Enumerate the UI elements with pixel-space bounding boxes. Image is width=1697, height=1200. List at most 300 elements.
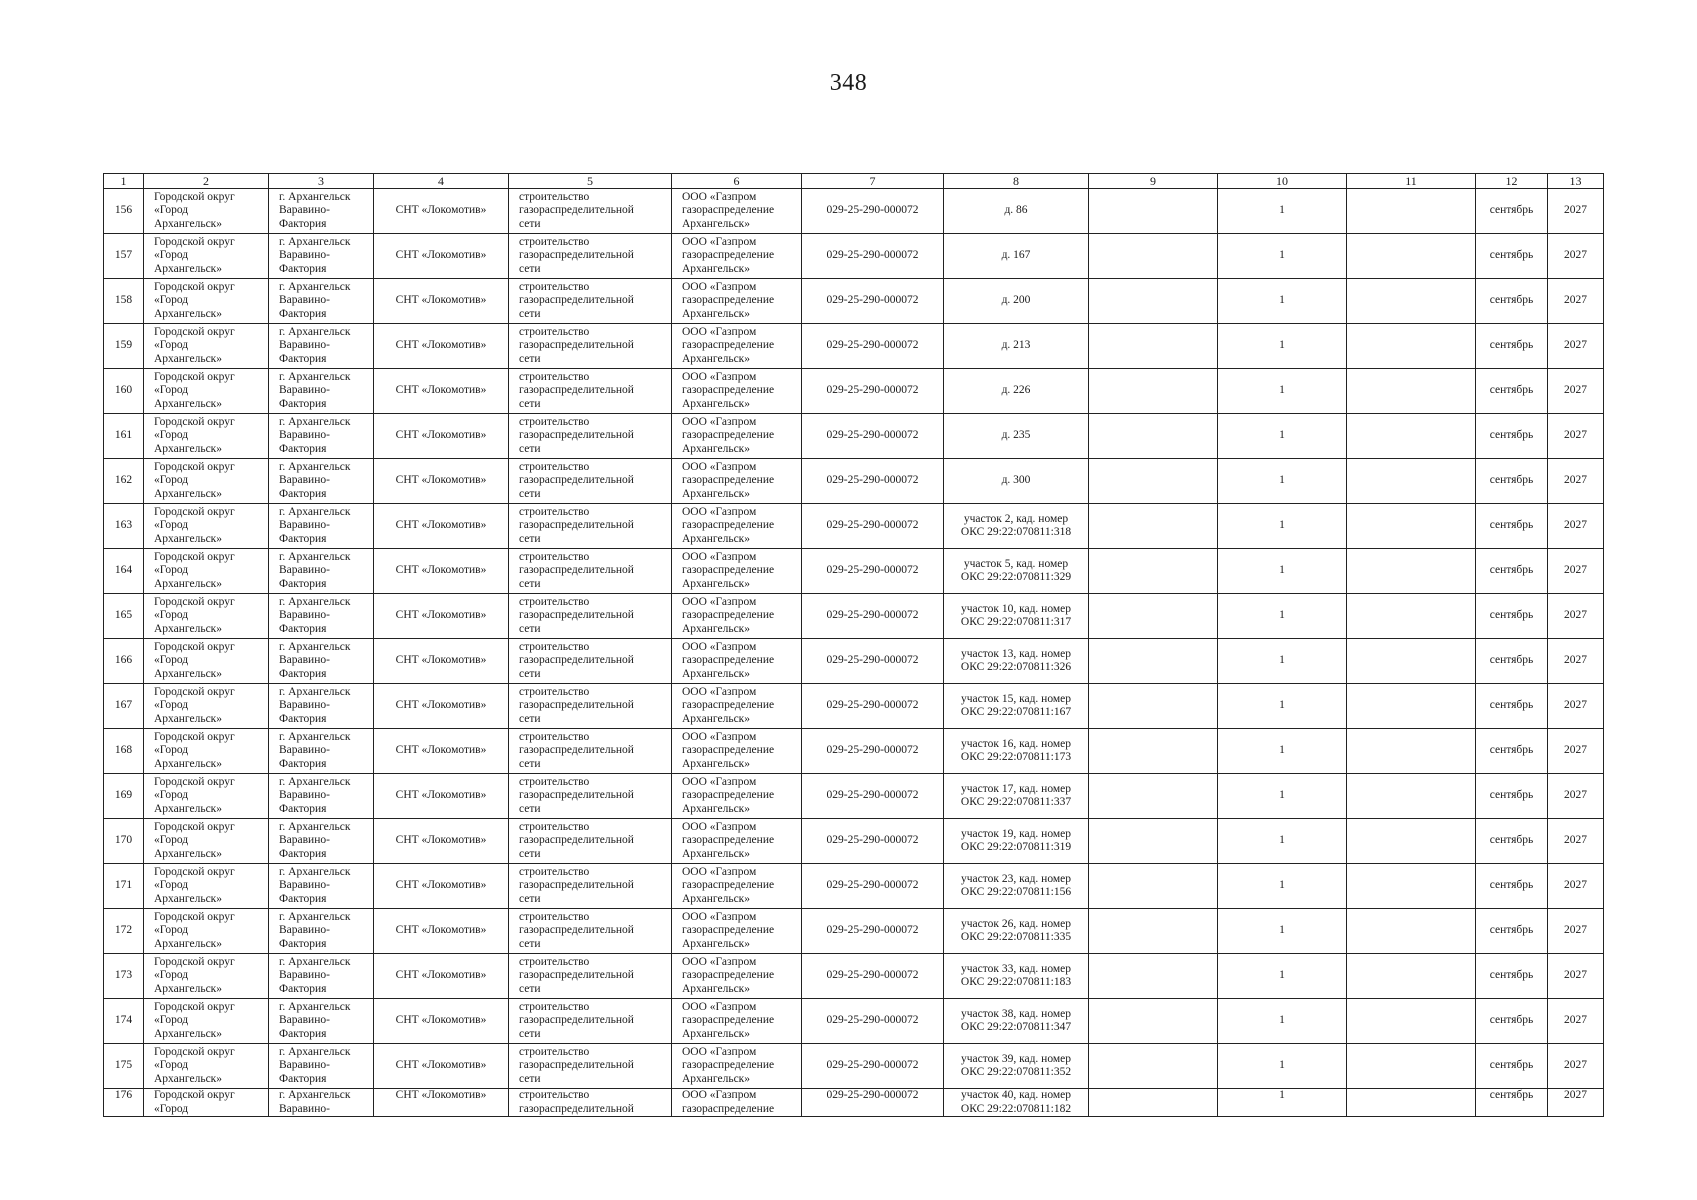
organization-line: газораспределение xyxy=(682,744,775,757)
locality-cell xyxy=(269,1044,374,1089)
object-cell: СНТ «Локомотив» xyxy=(374,774,509,819)
work-type-line: строительство xyxy=(519,550,590,563)
locality-cell xyxy=(269,729,374,774)
table-row xyxy=(104,189,1604,234)
row-number-cell: 163 xyxy=(104,504,144,549)
organization-line: ООО «Газпром xyxy=(682,235,757,248)
organization-line: Архангельск» xyxy=(682,982,751,995)
municipality-line: Городской округ xyxy=(154,550,235,563)
column-9-cell xyxy=(1089,234,1218,279)
work-type-line: сети xyxy=(519,532,541,545)
organization-cell xyxy=(672,729,802,774)
table-row xyxy=(104,324,1604,369)
column-header-3: 3 xyxy=(269,174,374,189)
object-cell: СНТ «Локомотив» xyxy=(374,234,509,279)
work-type-cell xyxy=(509,279,672,324)
work-type-line: газораспределительной xyxy=(519,384,634,397)
organization-line: газораспределение xyxy=(682,564,775,577)
column-9-cell xyxy=(1089,864,1218,909)
organization-cell xyxy=(672,864,802,909)
work-type-line: сети xyxy=(519,1072,541,1085)
program-code-cell: 029-25-290-000072 xyxy=(802,999,944,1044)
address-line: д. 300 xyxy=(1001,474,1031,487)
municipality-line: «Город xyxy=(154,699,189,712)
row-number-cell: 166 xyxy=(104,639,144,684)
locality-line: Фактория xyxy=(279,667,327,680)
locality-cell xyxy=(269,774,374,819)
organization-line: ООО «Газпром xyxy=(682,955,757,968)
row-number-cell: 160 xyxy=(104,369,144,414)
organization-cell xyxy=(672,684,802,729)
row-number-cell: 161 xyxy=(104,414,144,459)
municipality-line: «Город xyxy=(154,1059,189,1072)
locality-cell xyxy=(269,414,374,459)
locality-line: г. Архангельск xyxy=(279,775,351,788)
address-line: ОКС 29:22:070811:156 xyxy=(960,886,1072,898)
work-type-line: строительство xyxy=(519,955,590,968)
organization-line: Архангельск» xyxy=(682,1027,751,1040)
work-type-line: сети xyxy=(519,892,541,905)
work-type-line: сети xyxy=(519,352,541,365)
program-code-cell: 029-25-290-000072 xyxy=(802,324,944,369)
row-number-cell: 174 xyxy=(104,999,144,1044)
column-9-cell xyxy=(1089,189,1218,234)
work-type-line: газораспределительной xyxy=(519,969,634,982)
municipality-cell xyxy=(144,864,269,909)
address-cell xyxy=(944,639,1089,684)
year-cell: 2027 xyxy=(1548,369,1604,414)
locality-line: Фактория xyxy=(279,442,327,455)
table-row xyxy=(104,459,1604,504)
row-number-cell: 170 xyxy=(104,819,144,864)
object-cell: СНТ «Локомотив» xyxy=(374,1044,509,1089)
organization-cell xyxy=(672,1044,802,1089)
organization-line: Архангельск» xyxy=(682,352,751,365)
column-11-cell xyxy=(1347,909,1476,954)
organization-line: ООО «Газпром xyxy=(682,415,757,428)
organization-line: Архангельск» xyxy=(682,667,751,680)
year-cell: 2027 xyxy=(1548,1089,1604,1117)
municipality-cell xyxy=(144,1044,269,1089)
month-cell: сентябрь xyxy=(1476,1044,1548,1089)
address-cell xyxy=(944,1089,1089,1117)
object-cell: СНТ «Локомотив» xyxy=(374,414,509,459)
row-number-cell: 168 xyxy=(104,729,144,774)
work-type-line: сети xyxy=(519,982,541,995)
municipality-line: «Город xyxy=(154,429,189,442)
work-type-line: сети xyxy=(519,577,541,590)
organization-line: ООО «Газпром xyxy=(682,730,757,743)
year-cell: 2027 xyxy=(1548,819,1604,864)
row-number-cell: 156 xyxy=(104,189,144,234)
table-body xyxy=(104,189,1604,1117)
organization-line: ООО «Газпром xyxy=(682,910,757,923)
address-line: ОКС 29:22:070811:317 xyxy=(960,616,1072,628)
locality-line: Варавино- xyxy=(279,474,330,487)
municipality-cell xyxy=(144,594,269,639)
year-cell: 2027 xyxy=(1548,414,1604,459)
locality-line: г. Архангельск xyxy=(279,370,351,383)
object-cell: СНТ «Локомотив» xyxy=(374,684,509,729)
locality-cell xyxy=(269,324,374,369)
work-type-line: строительство xyxy=(519,460,590,473)
work-type-line: газораспределительной xyxy=(519,789,634,802)
work-type-line: сети xyxy=(519,802,541,815)
address-line: участок 2, кад. номер xyxy=(963,512,1069,525)
count-cell: 1 xyxy=(1218,1044,1347,1089)
work-type-line: газораспределительной xyxy=(519,609,634,622)
locality-line: г. Архангельск xyxy=(279,955,351,968)
year-cell: 2027 xyxy=(1548,189,1604,234)
program-code-cell: 029-25-290-000072 xyxy=(802,819,944,864)
column-9-cell xyxy=(1089,279,1218,324)
organization-line: ООО «Газпром xyxy=(682,1089,757,1101)
municipality-line: Архангельск» xyxy=(154,622,223,635)
municipality-cell xyxy=(144,459,269,504)
table-row xyxy=(104,1089,1604,1117)
municipality-cell xyxy=(144,819,269,864)
organization-line: Архангельск» xyxy=(682,442,751,455)
organization-line: газораспределение xyxy=(682,654,775,667)
year-cell: 2027 xyxy=(1548,234,1604,279)
municipality-line: Городской округ xyxy=(154,685,235,698)
work-type-line: сети xyxy=(519,442,541,455)
organization-line: газораспределение xyxy=(682,339,775,352)
table-row xyxy=(104,594,1604,639)
municipality-cell xyxy=(144,909,269,954)
program-code-cell: 029-25-290-000072 xyxy=(802,909,944,954)
row-number-cell: 165 xyxy=(104,594,144,639)
municipality-cell xyxy=(144,549,269,594)
column-header-1: 1 xyxy=(104,174,144,189)
address-cell xyxy=(944,234,1089,279)
address-line: ОКС 29:22:070811:352 xyxy=(960,1066,1072,1078)
organization-line: газораспределение xyxy=(682,924,775,937)
address-line: участок 38, кад. номер xyxy=(960,1007,1071,1020)
organization-line: газораспределение xyxy=(682,789,775,802)
row-number-cell: 176 xyxy=(104,1089,144,1117)
locality-line: Варавино- xyxy=(279,969,330,982)
address-line: д. 226 xyxy=(1001,384,1031,397)
work-type-line: строительство xyxy=(519,595,590,608)
organization-line: Архангельск» xyxy=(682,262,751,275)
work-type-line: газораспределительной xyxy=(519,744,634,757)
locality-line: г. Архангельск xyxy=(279,280,351,293)
program-code-cell: 029-25-290-000072 xyxy=(802,279,944,324)
work-type-cell xyxy=(509,684,672,729)
locality-line: Фактория xyxy=(279,397,327,410)
address-line: участок 40, кад. номер xyxy=(960,1089,1071,1101)
locality-cell xyxy=(269,864,374,909)
locality-line: г. Архангельск xyxy=(279,235,351,248)
municipality-line: Городской округ xyxy=(154,730,235,743)
count-cell: 1 xyxy=(1218,954,1347,999)
organization-line: ООО «Газпром xyxy=(682,640,757,653)
municipality-cell xyxy=(144,774,269,819)
organization-line: газораспределение xyxy=(682,879,775,892)
work-type-line: газораспределительной xyxy=(519,429,634,442)
locality-cell xyxy=(269,954,374,999)
month-cell: сентябрь xyxy=(1476,729,1548,774)
work-type-line: строительство xyxy=(519,235,590,248)
work-type-line: строительство xyxy=(519,775,590,788)
row-number-cell: 162 xyxy=(104,459,144,504)
count-cell: 1 xyxy=(1218,504,1347,549)
month-cell: сентябрь xyxy=(1476,909,1548,954)
object-cell: СНТ «Локомотив» xyxy=(374,549,509,594)
table-row xyxy=(104,729,1604,774)
organization-line: ООО «Газпром xyxy=(682,505,757,518)
address-line: участок 13, кад. номер xyxy=(960,647,1071,660)
municipality-line: Городской округ xyxy=(154,190,235,203)
year-cell: 2027 xyxy=(1548,999,1604,1044)
program-code-cell: 029-25-290-000072 xyxy=(802,954,944,999)
table-row xyxy=(104,279,1604,324)
column-9-cell xyxy=(1089,729,1218,774)
locality-line: г. Архангельск xyxy=(279,910,351,923)
column-9-cell xyxy=(1089,954,1218,999)
organization-line: Архангельск» xyxy=(682,937,751,950)
program-code-cell: 029-25-290-000072 xyxy=(802,189,944,234)
object-cell: СНТ «Локомотив» xyxy=(374,864,509,909)
year-cell: 2027 xyxy=(1548,684,1604,729)
municipality-line: Архангельск» xyxy=(154,757,223,770)
object-cell: СНТ «Локомотив» xyxy=(374,639,509,684)
municipality-line: «Город xyxy=(154,564,189,577)
column-11-cell xyxy=(1347,819,1476,864)
address-cell xyxy=(944,954,1089,999)
work-type-line: строительство xyxy=(519,325,590,338)
locality-line: г. Архангельск xyxy=(279,505,351,518)
object-cell: СНТ «Локомотив» xyxy=(374,819,509,864)
work-type-line: сети xyxy=(519,307,541,320)
column-11-cell xyxy=(1347,684,1476,729)
municipality-line: «Город xyxy=(154,789,189,802)
locality-cell xyxy=(269,909,374,954)
column-11-cell xyxy=(1347,1089,1476,1117)
municipality-line: Архангельск» xyxy=(154,982,223,995)
locality-line: Варавино- xyxy=(279,834,330,847)
locality-line: Фактория xyxy=(279,487,327,500)
locality-line: г. Архангельск xyxy=(279,460,351,473)
locality-line: Варавино- xyxy=(279,789,330,802)
program-code-cell: 029-25-290-000072 xyxy=(802,1044,944,1089)
locality-line: г. Архангельск xyxy=(279,325,351,338)
address-cell xyxy=(944,279,1089,324)
municipality-line: «Город xyxy=(154,249,189,262)
locality-cell xyxy=(269,504,374,549)
organization-cell xyxy=(672,504,802,549)
work-type-cell xyxy=(509,549,672,594)
work-type-cell xyxy=(509,954,672,999)
work-type-line: сети xyxy=(519,667,541,680)
column-11-cell xyxy=(1347,459,1476,504)
organization-line: газораспределение xyxy=(682,474,775,487)
count-cell: 1 xyxy=(1218,594,1347,639)
work-type-line: газораспределительной xyxy=(519,1059,634,1072)
address-line: ОКС 29:22:070811:173 xyxy=(960,751,1072,763)
work-type-line: строительство xyxy=(519,190,590,203)
count-cell: 1 xyxy=(1218,459,1347,504)
organization-cell xyxy=(672,819,802,864)
column-header-13: 13 xyxy=(1548,174,1604,189)
municipality-line: «Город xyxy=(154,654,189,667)
object-cell: СНТ «Локомотив» xyxy=(374,279,509,324)
column-11-cell xyxy=(1347,504,1476,549)
column-9-cell xyxy=(1089,504,1218,549)
address-line: д. 167 xyxy=(1001,249,1031,262)
address-cell xyxy=(944,504,1089,549)
object-cell: СНТ «Локомотив» xyxy=(374,189,509,234)
address-cell xyxy=(944,684,1089,729)
column-11-cell xyxy=(1347,234,1476,279)
locality-line: Варавино- xyxy=(279,1102,330,1115)
program-code-cell: 029-25-290-000072 xyxy=(802,864,944,909)
column-11-cell xyxy=(1347,369,1476,414)
work-type-line: строительство xyxy=(519,1000,590,1013)
work-type-line: сети xyxy=(519,397,541,410)
organization-line: Архангельск» xyxy=(682,532,751,545)
organization-line: Архангельск» xyxy=(682,802,751,815)
municipality-line: Городской округ xyxy=(154,1089,235,1101)
municipality-cell xyxy=(144,414,269,459)
object-cell: СНТ «Локомотив» xyxy=(374,729,509,774)
work-type-line: газораспределительной xyxy=(519,654,634,667)
count-cell: 1 xyxy=(1218,189,1347,234)
work-type-line: газораспределительной xyxy=(519,1014,634,1027)
locality-line: Варавино- xyxy=(279,339,330,352)
column-header-12: 12 xyxy=(1476,174,1548,189)
year-cell: 2027 xyxy=(1548,504,1604,549)
locality-line: г. Архангельск xyxy=(279,1000,351,1013)
work-type-cell xyxy=(509,504,672,549)
organization-cell xyxy=(672,999,802,1044)
address-line: ОКС 29:22:070811:183 xyxy=(960,976,1072,988)
address-line: ОКС 29:22:070811:319 xyxy=(960,841,1072,853)
organization-cell xyxy=(672,324,802,369)
work-type-line: газораспределительной xyxy=(519,1102,634,1115)
column-header-7: 7 xyxy=(802,174,944,189)
work-type-cell xyxy=(509,234,672,279)
organization-line: Архангельск» xyxy=(682,487,751,500)
locality-line: Фактория xyxy=(279,577,327,590)
organization-line: Архангельск» xyxy=(682,1072,751,1085)
count-cell: 1 xyxy=(1218,909,1347,954)
address-cell xyxy=(944,549,1089,594)
work-type-line: строительство xyxy=(519,865,590,878)
count-cell: 1 xyxy=(1218,369,1347,414)
organization-line: ООО «Газпром xyxy=(682,370,757,383)
object-cell: СНТ «Локомотив» xyxy=(374,369,509,414)
address-cell xyxy=(944,459,1089,504)
locality-line: Фактория xyxy=(279,1027,327,1040)
table-header-row xyxy=(104,174,1604,189)
address-line: ОКС 29:22:070811:182 xyxy=(960,1102,1072,1115)
work-type-line: газораспределительной xyxy=(519,204,634,217)
locality-line: Варавино- xyxy=(279,609,330,622)
column-9-cell xyxy=(1089,684,1218,729)
work-type-line: строительство xyxy=(519,685,590,698)
locality-line: Фактория xyxy=(279,217,327,230)
table-row xyxy=(104,954,1604,999)
address-cell xyxy=(944,819,1089,864)
locality-line: г. Архангельск xyxy=(279,640,351,653)
municipality-line: «Город xyxy=(154,474,189,487)
locality-line: Фактория xyxy=(279,622,327,635)
municipality-line: Архангельск» xyxy=(154,397,223,410)
column-11-cell xyxy=(1347,414,1476,459)
organization-line: Архангельск» xyxy=(682,847,751,860)
locality-line: г. Архангельск xyxy=(279,415,351,428)
column-11-cell xyxy=(1347,549,1476,594)
municipality-line: Архангельск» xyxy=(154,307,223,320)
column-header-10: 10 xyxy=(1218,174,1347,189)
column-9-cell xyxy=(1089,594,1218,639)
organization-line: газораспределение xyxy=(682,834,775,847)
municipality-line: Архангельск» xyxy=(154,352,223,365)
locality-line: Фактория xyxy=(279,262,327,275)
organization-line: Архангельск» xyxy=(682,397,751,410)
address-line: ОКС 29:22:070811:167 xyxy=(960,706,1072,718)
object-cell: СНТ «Локомотив» xyxy=(374,594,509,639)
address-line: д. 235 xyxy=(1001,429,1031,442)
work-type-cell xyxy=(509,594,672,639)
municipality-line: Городской округ xyxy=(154,460,235,473)
organization-cell xyxy=(672,414,802,459)
column-9-cell xyxy=(1089,774,1218,819)
organization-line: газораспределение xyxy=(682,1059,775,1072)
municipality-line: Архангельск» xyxy=(154,1027,223,1040)
table-row xyxy=(104,999,1604,1044)
locality-line: Фактория xyxy=(279,802,327,815)
work-type-line: газораспределительной xyxy=(519,564,634,577)
year-cell: 2027 xyxy=(1548,594,1604,639)
locality-line: Варавино- xyxy=(279,294,330,307)
address-cell xyxy=(944,774,1089,819)
locality-line: Варавино- xyxy=(279,429,330,442)
object-cell: СНТ «Локомотив» xyxy=(374,504,509,549)
locality-line: Фактория xyxy=(279,1072,327,1085)
month-cell: сентябрь xyxy=(1476,414,1548,459)
work-type-line: сети xyxy=(519,757,541,770)
column-11-cell xyxy=(1347,639,1476,684)
address-line: участок 5, кад. номер xyxy=(963,557,1069,570)
address-line: участок 39, кад. номер xyxy=(960,1052,1071,1065)
municipality-line: Городской округ xyxy=(154,1045,235,1058)
locality-cell xyxy=(269,459,374,504)
municipality-line: Городской округ xyxy=(154,280,235,293)
work-type-line: строительство xyxy=(519,640,590,653)
column-header-11: 11 xyxy=(1347,174,1476,189)
locality-cell xyxy=(269,189,374,234)
municipality-line: Городской округ xyxy=(154,235,235,248)
work-type-line: газораспределительной xyxy=(519,699,634,712)
column-11-cell xyxy=(1347,999,1476,1044)
organization-line: газораспределение xyxy=(682,609,775,622)
column-header-5: 5 xyxy=(509,174,672,189)
municipality-line: Архангельск» xyxy=(154,847,223,860)
work-type-cell xyxy=(509,189,672,234)
month-cell: сентябрь xyxy=(1476,459,1548,504)
address-line: ОКС 29:22:070811:347 xyxy=(960,1021,1072,1033)
locality-line: Фактория xyxy=(279,847,327,860)
locality-line: Фактория xyxy=(279,352,327,365)
address-line: участок 16, кад. номер xyxy=(960,737,1071,750)
locality-line: Фактория xyxy=(279,892,327,905)
count-cell: 1 xyxy=(1218,414,1347,459)
locality-cell xyxy=(269,639,374,684)
row-number-cell: 158 xyxy=(104,279,144,324)
